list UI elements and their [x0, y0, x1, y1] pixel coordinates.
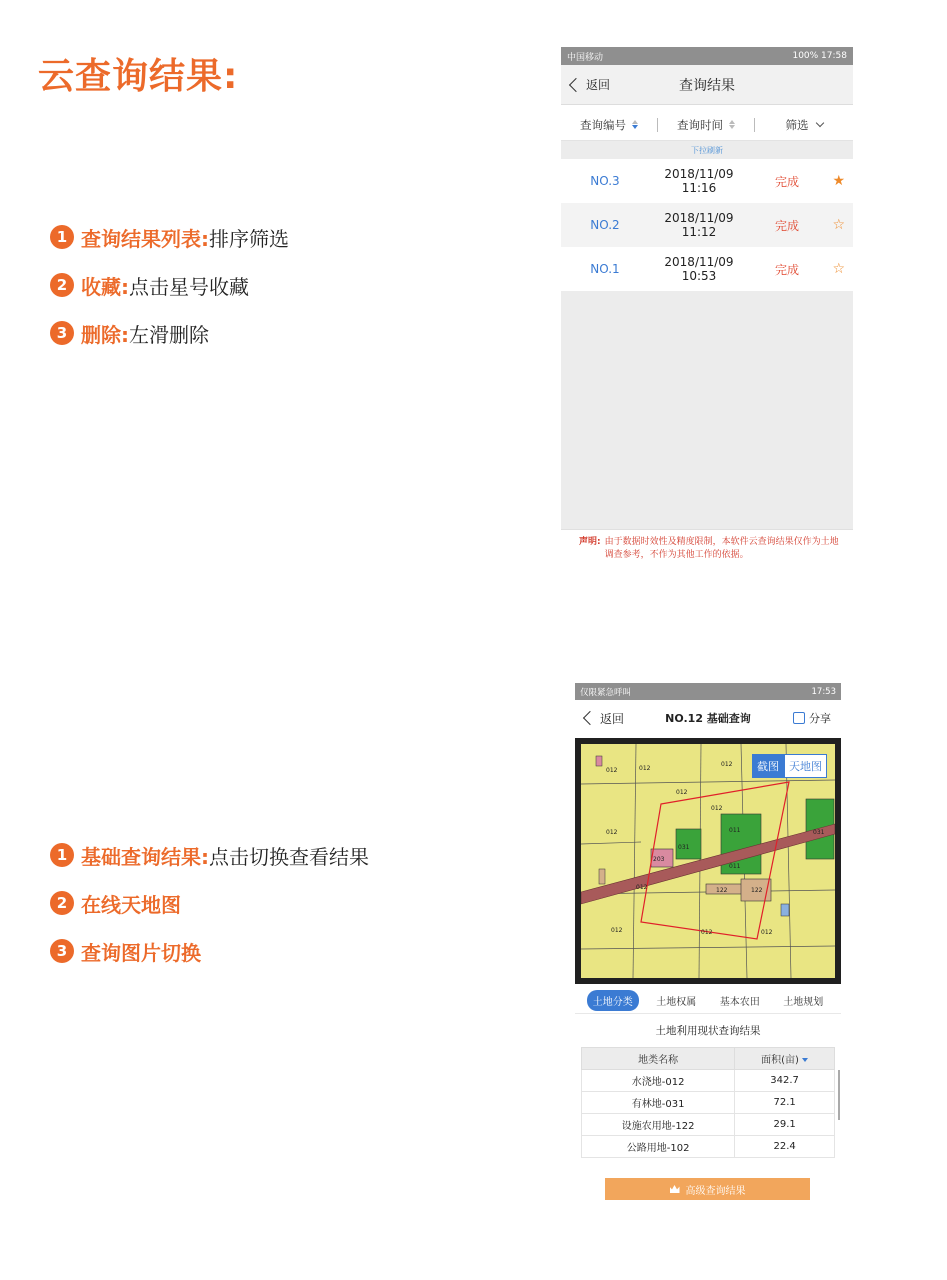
parcel-label: 012: [711, 805, 723, 812]
star-outline-icon[interactable]: ☆: [832, 261, 845, 277]
parcel-label: 012: [761, 929, 773, 936]
column-header-name: 地类名称: [582, 1048, 735, 1070]
sort-by-time[interactable]: [658, 117, 754, 133]
land-type-cell: 有林地-031: [582, 1092, 735, 1114]
result-number: NO.2: [590, 218, 620, 232]
parcel-label: 031: [678, 844, 690, 851]
declaration: [561, 529, 853, 562]
share-button[interactable]: [793, 700, 831, 736]
parcel-label: 012: [701, 929, 713, 936]
declaration-label: 声明:: [579, 537, 601, 547]
nav-bar: [575, 700, 841, 736]
advanced-results-label: 高级查询结果: [685, 1185, 746, 1197]
back-label: 返回: [600, 711, 625, 726]
carrier-label: 中国移动: [567, 52, 604, 63]
map-view[interactable]: [575, 738, 841, 984]
feature-desc: 点击星号收藏: [129, 274, 249, 299]
number-badge: 1: [50, 843, 74, 867]
parcel-label: 012: [721, 761, 733, 768]
parcel-label: 122: [751, 887, 763, 894]
feature-name: 查询图片切换: [81, 940, 201, 965]
parcel-label: 122: [716, 887, 728, 894]
table-row: [582, 1136, 835, 1158]
parcel-label: 012: [639, 765, 651, 772]
feature-delete: [50, 318, 209, 348]
sort-number-label: 查询编号: [580, 117, 626, 132]
status-bar: [575, 683, 841, 700]
sort-time-label: 查询时间: [677, 117, 723, 132]
number-badge: 3: [50, 939, 74, 963]
result-row[interactable]: [561, 159, 853, 203]
page-heading: 云查询结果:: [38, 56, 239, 97]
layer-tabs: [575, 988, 841, 1014]
status-right: 17:53: [811, 686, 836, 697]
result-number: NO.1: [590, 262, 620, 276]
result-number: NO.3: [590, 174, 620, 188]
number-badge: 1: [50, 225, 74, 249]
sort-bar: [561, 109, 853, 141]
phone-query-results: [561, 47, 853, 575]
nav-title: 查询结果: [679, 77, 735, 94]
parcel-label: 011: [729, 827, 741, 834]
table-row: [582, 1070, 835, 1092]
share-label: 分享: [809, 712, 831, 725]
result-row[interactable]: [561, 247, 853, 291]
table-title: 土地利用现状查询结果: [655, 1025, 761, 1037]
nav-title: NO.12 基础查询: [665, 712, 751, 725]
status-bar: [561, 47, 853, 65]
parcel-label: 031: [813, 829, 825, 836]
land-use-table: [581, 1047, 835, 1158]
area-cell: 342.7: [735, 1070, 835, 1092]
tab-land-ownership[interactable]: 土地权属: [656, 997, 697, 1008]
result-row[interactable]: [561, 203, 853, 247]
parcel-label: 011: [729, 863, 741, 870]
result-time: 2018/11/09 11:16: [664, 167, 734, 195]
tab-basic-farmland[interactable]: 基本农田: [719, 997, 760, 1008]
table-row: [582, 1092, 835, 1114]
land-type-cell: 设施农用地-122: [582, 1114, 735, 1136]
land-map[interactable]: [581, 744, 835, 978]
feature-favorite: [50, 270, 249, 300]
feature-name: 在线天地图: [81, 892, 181, 917]
crown-icon: [670, 1185, 680, 1193]
feature-name: 删除:: [81, 322, 129, 347]
feature-result-list: [50, 222, 289, 252]
filter-dropdown[interactable]: [755, 117, 853, 133]
tab-land-classification[interactable]: 土地分类: [587, 990, 639, 1011]
back-label: 返回: [586, 78, 611, 92]
feature-name: 收藏:: [81, 274, 129, 299]
land-type-cell: 公路用地-102: [582, 1136, 735, 1158]
area-cell: 22.4: [735, 1136, 835, 1158]
column-header-area[interactable]: 面积(亩): [735, 1048, 835, 1070]
sort-desc-icon: [802, 1058, 808, 1062]
nav-bar: [561, 65, 853, 105]
land-type-cell: 水浇地-012: [582, 1070, 735, 1092]
area-cell: 29.1: [735, 1114, 835, 1136]
feature-desc: 点击切换查看结果: [209, 844, 369, 869]
star-filled-icon[interactable]: ★: [832, 173, 845, 189]
sort-arrows-icon: [632, 120, 638, 129]
parcel-label: 012: [611, 927, 623, 934]
feature-desc: 左滑删除: [129, 322, 209, 347]
result-time: 2018/11/09 11:12: [664, 211, 734, 239]
parcel-label: 012: [606, 767, 618, 774]
feature-online-map: [50, 888, 181, 918]
area-cell: 72.1: [735, 1092, 835, 1114]
parcel-label: 203: [653, 856, 665, 863]
capture-button[interactable]: 截图: [752, 754, 784, 778]
sort-by-number[interactable]: [561, 117, 657, 133]
phone-basic-query: [575, 683, 841, 1203]
feature-name: 基础查询结果:: [81, 844, 209, 869]
table-row: [582, 1114, 835, 1136]
filter-label: 筛选: [785, 117, 809, 132]
result-time: 2018/11/09 10:53: [664, 255, 734, 283]
table-scrollbar[interactable]: [838, 1070, 840, 1120]
result-status: 完成: [774, 174, 799, 189]
pull-refresh-hint: 下拉刷新: [561, 141, 853, 159]
land-parcel-map: [581, 744, 835, 978]
status-right: 100% 17:58: [792, 51, 847, 61]
feature-name: 查询结果列表:: [81, 226, 209, 251]
declaration-text: 由于数据时效性及精度限制，本软件云查询结果仅作为土地调查参考，不作为其他工作的依据。: [604, 537, 839, 560]
feature-basic-query: [50, 840, 369, 870]
advanced-results-button[interactable]: [605, 1178, 810, 1200]
feature-desc: 排序筛选: [209, 226, 289, 251]
number-badge: 2: [50, 273, 74, 297]
status-left: 仅限紧急呼叫: [580, 687, 632, 698]
empty-list-area: [561, 291, 853, 529]
star-outline-icon[interactable]: ☆: [832, 217, 845, 233]
parcel-label: 012: [636, 884, 648, 891]
feature-image-switch: [50, 936, 201, 966]
number-badge: 2: [50, 891, 74, 915]
number-badge: 3: [50, 321, 74, 345]
share-icon: [793, 712, 805, 724]
result-status: 完成: [774, 218, 799, 233]
result-status: 完成: [774, 262, 799, 277]
sort-arrows-icon: [729, 120, 735, 129]
chevron-down-icon: [815, 118, 823, 126]
map-toggle: [752, 754, 827, 778]
parcel-label: 012: [606, 829, 618, 836]
tianditu-button[interactable]: 天地图: [784, 754, 827, 778]
parcel-label: 012: [676, 789, 688, 796]
tab-land-planning[interactable]: 土地规划: [783, 997, 824, 1008]
